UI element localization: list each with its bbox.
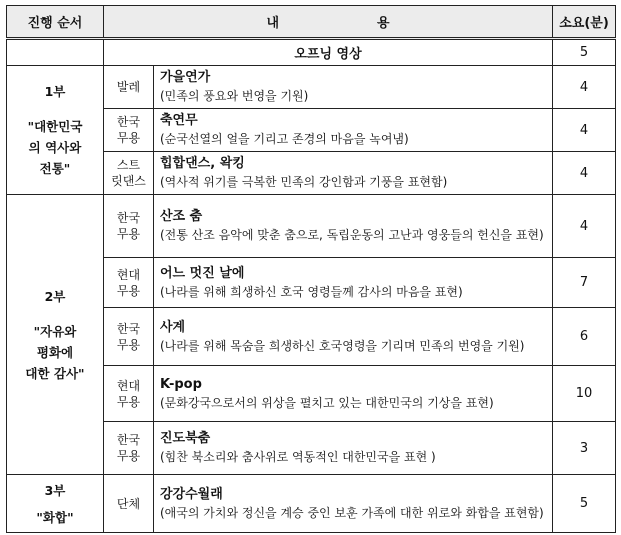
part-subtitle: 의 역사와	[28, 140, 82, 155]
genre-text: 현대	[116, 267, 141, 282]
genre-text: 현대	[116, 378, 141, 393]
genre-cell	[104, 475, 154, 533]
genre-cell	[104, 258, 154, 308]
header-order: 진행 순서	[7, 6, 104, 39]
item-content	[154, 66, 553, 109]
program-table	[6, 5, 616, 533]
item-content	[154, 366, 553, 422]
genre-cell	[104, 152, 154, 195]
genre-cell	[104, 195, 154, 258]
genre-text: 무용	[116, 394, 141, 409]
opening-row	[7, 39, 616, 66]
genre-text: 한국	[116, 211, 141, 225]
header-content-b: 용	[377, 16, 390, 31]
opening-order-cell	[7, 39, 104, 66]
item-duration: 4	[553, 109, 616, 152]
header-row	[7, 6, 616, 39]
part-subtitle: "대한민국	[27, 119, 83, 134]
genre-text: 무용	[116, 227, 141, 241]
genre-text: 발레	[116, 80, 141, 94]
item-content	[154, 109, 553, 152]
item-desc: (전통 산조 음악에 맞춘 춤으로, 독립운동의 고난과 영웅들의 헌신을 표현)	[160, 228, 544, 242]
item-duration: 6	[553, 308, 616, 366]
item-content	[154, 422, 553, 475]
opening-duration: 5	[553, 39, 616, 66]
part-1	[7, 66, 104, 195]
genre-cell	[104, 109, 154, 152]
item-title: 힙합댄스, 왁킹	[160, 156, 245, 171]
item-duration: 4	[553, 152, 616, 195]
part-3	[7, 475, 104, 533]
genre-text: 무용	[116, 449, 141, 463]
item-content	[154, 475, 553, 533]
item-duration: 10	[553, 366, 616, 422]
item-title: 어느 멋진 날에	[160, 265, 245, 281]
part-2	[7, 195, 104, 475]
genre-cell	[104, 308, 154, 366]
table-row	[7, 195, 616, 258]
item-desc: (애국의 가치와 정신을 계승 중인 보훈 가족에 대한 위로와 화합을 표현함)	[160, 505, 544, 520]
item-duration: 4	[553, 66, 616, 109]
part-label: 1부	[44, 84, 66, 99]
item-duration: 5	[553, 475, 616, 533]
part-subtitle: 대한 감사"	[25, 365, 85, 381]
item-duration: 4	[553, 195, 616, 258]
genre-cell	[104, 66, 154, 109]
header-content	[104, 6, 553, 39]
genre-cell	[104, 366, 154, 422]
item-desc: (나라를 위해 목숨을 희생하신 호국영령을 기리며 민족의 번영을 기원)	[160, 338, 525, 353]
item-title: 진도북춤	[160, 431, 211, 446]
genre-text: 무용	[116, 131, 141, 145]
item-content	[154, 258, 553, 308]
part-subtitle: 전통"	[39, 161, 71, 176]
item-desc: (나라를 위해 희생하신 호국 영령들께 감사의 마음을 표현)	[160, 284, 463, 299]
item-desc: (역사적 위기를 극복한 민족의 강인함과 기풍을 표현함)	[160, 175, 448, 189]
part-label: 3부	[44, 482, 66, 498]
table-row	[7, 66, 616, 109]
part-subtitle: 평화에	[36, 344, 74, 360]
part-subtitle: "자유와	[33, 323, 77, 339]
table-row	[7, 475, 616, 533]
genre-text: 한국	[116, 321, 141, 336]
genre-text: 한국	[116, 115, 141, 129]
header-duration: 소요(분)	[553, 6, 616, 39]
item-title: 산조 춤	[160, 209, 203, 224]
item-title: 축연무	[160, 113, 198, 128]
item-content	[154, 308, 553, 366]
genre-text: 무용	[116, 337, 141, 352]
genre-text: 무용	[116, 283, 141, 298]
item-content	[154, 195, 553, 258]
item-title: 강강수월래	[160, 486, 223, 502]
item-desc: (민족의 풍요와 번영을 기원)	[160, 89, 309, 103]
genre-text: 릿댄스	[111, 174, 146, 188]
header-content-a: 내	[266, 16, 279, 31]
genre-text: 단체	[116, 496, 141, 511]
item-title: 가을연가	[160, 70, 211, 85]
genre-text: 스트	[116, 158, 141, 172]
part-label: 2부	[44, 288, 66, 304]
item-title: K-pop	[160, 376, 202, 392]
opening-title: 오프닝 영상	[104, 39, 553, 66]
item-desc: (순국선열의 얼을 기리고 존경의 마음을 녹여냄)	[160, 132, 409, 146]
part-subtitle: "화합"	[36, 509, 74, 525]
genre-text: 한국	[116, 433, 141, 447]
genre-cell	[104, 422, 154, 475]
item-duration: 7	[553, 258, 616, 308]
item-desc: (힘찬 북소리와 춤사위로 역동적인 대한민국을 표현 )	[160, 450, 436, 464]
item-content	[154, 152, 553, 195]
item-desc: (문화강국으로서의 위상을 펼치고 있는 대한민국의 기상을 표현)	[160, 395, 494, 410]
item-title: 사계	[160, 319, 186, 335]
item-duration: 3	[553, 422, 616, 475]
